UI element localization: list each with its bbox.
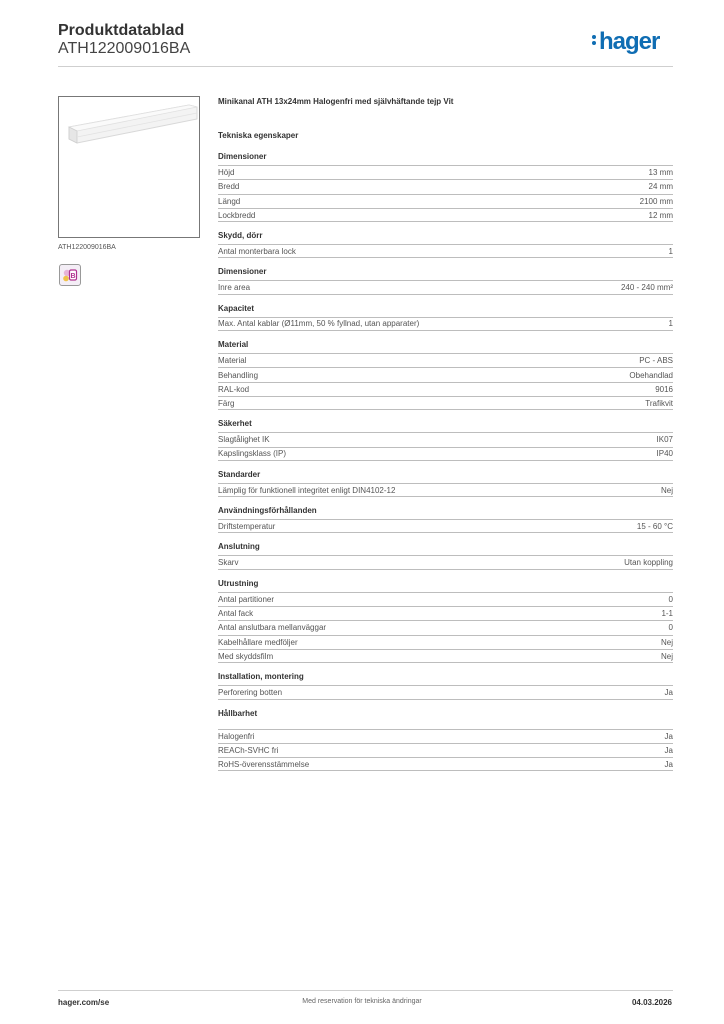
- property-row: [218, 555, 673, 569]
- property-value: 240 - 240 mm²: [620, 283, 673, 293]
- property-label: Slagtålighet IK: [218, 435, 270, 445]
- property-groups: [218, 151, 673, 771]
- property-value: 13 mm: [648, 168, 673, 178]
- property-table: [218, 353, 673, 410]
- halogen-free-icon: [60, 265, 80, 285]
- hager-logo: [592, 28, 659, 56]
- property-value: 1-1: [661, 609, 673, 619]
- group-title: Standarder: [218, 469, 261, 479]
- property-value: Ja: [664, 687, 673, 697]
- group-title: Användningsförhållanden: [218, 506, 317, 516]
- property-group: [218, 708, 673, 772]
- property-value: 12 mm: [648, 210, 673, 220]
- property-table: [218, 165, 673, 222]
- property-table: [218, 280, 673, 294]
- property-value: Nej: [660, 637, 673, 647]
- property-table: [218, 519, 673, 533]
- property-row: [218, 244, 673, 258]
- property-label: Lämplig för funktionell integritet enligt DIN4102-12: [218, 485, 396, 495]
- property-row: [218, 447, 673, 461]
- logo-text: hager: [599, 28, 660, 55]
- property-row: [218, 729, 673, 743]
- property-value: PC - ABS: [639, 356, 673, 366]
- property-value: Utan koppling: [624, 558, 673, 568]
- property-value: Obehandlad: [629, 370, 673, 380]
- property-label: Färg: [218, 398, 235, 408]
- logo-dots-icon: [592, 33, 596, 47]
- product-name: Minikanal ATH 13x24mm Halogenfri med självhäftande tejp Vit: [218, 97, 454, 106]
- product-image-caption: ATH122009016BA: [58, 244, 116, 251]
- property-table: [218, 729, 673, 772]
- property-label: Halogenfri: [218, 731, 255, 741]
- property-row: [218, 606, 673, 620]
- group-title: Utrustning: [218, 578, 259, 588]
- property-label: Antal monterbara lock: [218, 246, 296, 256]
- property-group: [218, 418, 673, 461]
- group-spacer: [218, 722, 673, 729]
- property-label: Antal anslutbara mellanväggar: [218, 623, 327, 633]
- property-label: Kabelhållare medföljer: [218, 637, 298, 647]
- technical-datasheet: [218, 96, 673, 779]
- property-value: 9016: [655, 384, 673, 394]
- property-value: IP40: [656, 449, 673, 459]
- property-label: Antal fack: [218, 609, 254, 619]
- property-value: 0: [668, 623, 673, 633]
- property-row: [218, 367, 673, 381]
- header-divider: [58, 66, 673, 67]
- property-group: [218, 266, 673, 294]
- property-value: 1: [668, 319, 673, 329]
- property-row: [218, 208, 673, 222]
- group-title: Säkerhet: [218, 419, 252, 429]
- property-row: [218, 382, 673, 396]
- property-row: [218, 743, 673, 757]
- property-row: [218, 432, 673, 446]
- property-row: [218, 165, 673, 179]
- property-label: Lockbredd: [218, 210, 256, 220]
- property-row: [218, 620, 673, 634]
- group-title: Dimensioner: [218, 267, 267, 277]
- property-group: [218, 230, 673, 258]
- footer-divider: [58, 990, 673, 991]
- footer-date: 04.03.2026: [631, 998, 672, 1007]
- group-title: Kapacitet: [218, 303, 255, 313]
- halogen-free-badge: [59, 264, 81, 286]
- property-row: [218, 317, 673, 331]
- property-row: [218, 519, 673, 533]
- svg-text:B: B: [70, 273, 76, 280]
- property-table: [218, 483, 673, 497]
- property-label: Antal partitioner: [218, 594, 275, 604]
- property-label: Perforering botten: [218, 687, 283, 697]
- property-group: [218, 541, 673, 569]
- header-title: Produktdatablad: [58, 22, 185, 39]
- property-row: [218, 685, 673, 699]
- property-table: [218, 555, 673, 569]
- property-row: [218, 396, 673, 410]
- property-value: 15 - 60 °C: [636, 521, 673, 531]
- property-row: [218, 649, 673, 663]
- property-value: Trafikvit: [645, 398, 673, 408]
- property-value: 1: [668, 246, 673, 256]
- property-label: Max. Antal kablar (Ø11mm, 50 % fyllnad, utan apparater): [218, 319, 420, 329]
- property-label: REACh-SVHC fri: [218, 745, 279, 755]
- property-value: 24 mm: [648, 182, 673, 192]
- property-value: 0: [668, 594, 673, 604]
- property-row: [218, 483, 673, 497]
- property-value: Ja: [664, 745, 673, 755]
- property-row: [218, 592, 673, 606]
- footer-disclaimer: Med reservation för tekniska ändringar: [302, 998, 422, 1005]
- property-label: Material: [218, 356, 247, 366]
- property-table: [218, 432, 673, 461]
- group-title: Material: [218, 340, 249, 350]
- property-group: [218, 303, 673, 331]
- property-row: [218, 353, 673, 367]
- property-label: Behandling: [218, 370, 259, 380]
- property-table: [218, 317, 673, 331]
- property-group: [218, 671, 673, 699]
- property-table: [218, 592, 673, 663]
- property-row: [218, 179, 673, 193]
- property-label: Inre area: [218, 283, 251, 293]
- property-label: RoHS-överensstämmelse: [218, 759, 310, 769]
- footer-website[interactable]: hager.com/se: [58, 998, 110, 1007]
- property-label: Bredd: [218, 182, 240, 192]
- property-value: IK07: [656, 435, 673, 445]
- group-title: Dimensioner: [218, 152, 267, 161]
- property-value: Nej: [660, 651, 673, 661]
- property-row: [218, 757, 673, 771]
- property-group: [218, 578, 673, 663]
- property-label: Höjd: [218, 168, 235, 178]
- group-title: Anslutning: [218, 542, 260, 552]
- property-row: [218, 280, 673, 294]
- group-title: Installation, montering: [218, 672, 304, 682]
- property-table: [218, 244, 673, 258]
- property-group: [218, 339, 673, 410]
- property-row: [218, 635, 673, 649]
- property-value: 2100 mm: [639, 196, 673, 206]
- technical-properties-heading: Tekniska egenskaper: [218, 131, 299, 140]
- property-label: Längd: [218, 196, 241, 206]
- product-image: [58, 96, 200, 238]
- property-group: [218, 505, 673, 533]
- group-title: Skydd, dörr: [218, 231, 263, 241]
- property-group: [218, 151, 673, 222]
- group-title: Hållbarhet: [218, 708, 258, 718]
- property-value: Ja: [664, 759, 673, 769]
- property-label: Med skyddsfilm: [218, 651, 274, 661]
- property-label: Kapslingsklass (IP): [218, 449, 287, 459]
- property-label: RAL-kod: [218, 384, 250, 394]
- property-row: [218, 194, 673, 208]
- property-group: [218, 469, 673, 497]
- product-code: ATH122009016BA: [58, 40, 191, 57]
- property-label: Driftstemperatur: [218, 521, 276, 531]
- property-label: Skarv: [218, 558, 239, 568]
- cable-channel-illustration: [59, 97, 199, 237]
- property-value: Ja: [664, 731, 673, 741]
- property-value: Nej: [660, 485, 673, 495]
- property-table: [218, 685, 673, 699]
